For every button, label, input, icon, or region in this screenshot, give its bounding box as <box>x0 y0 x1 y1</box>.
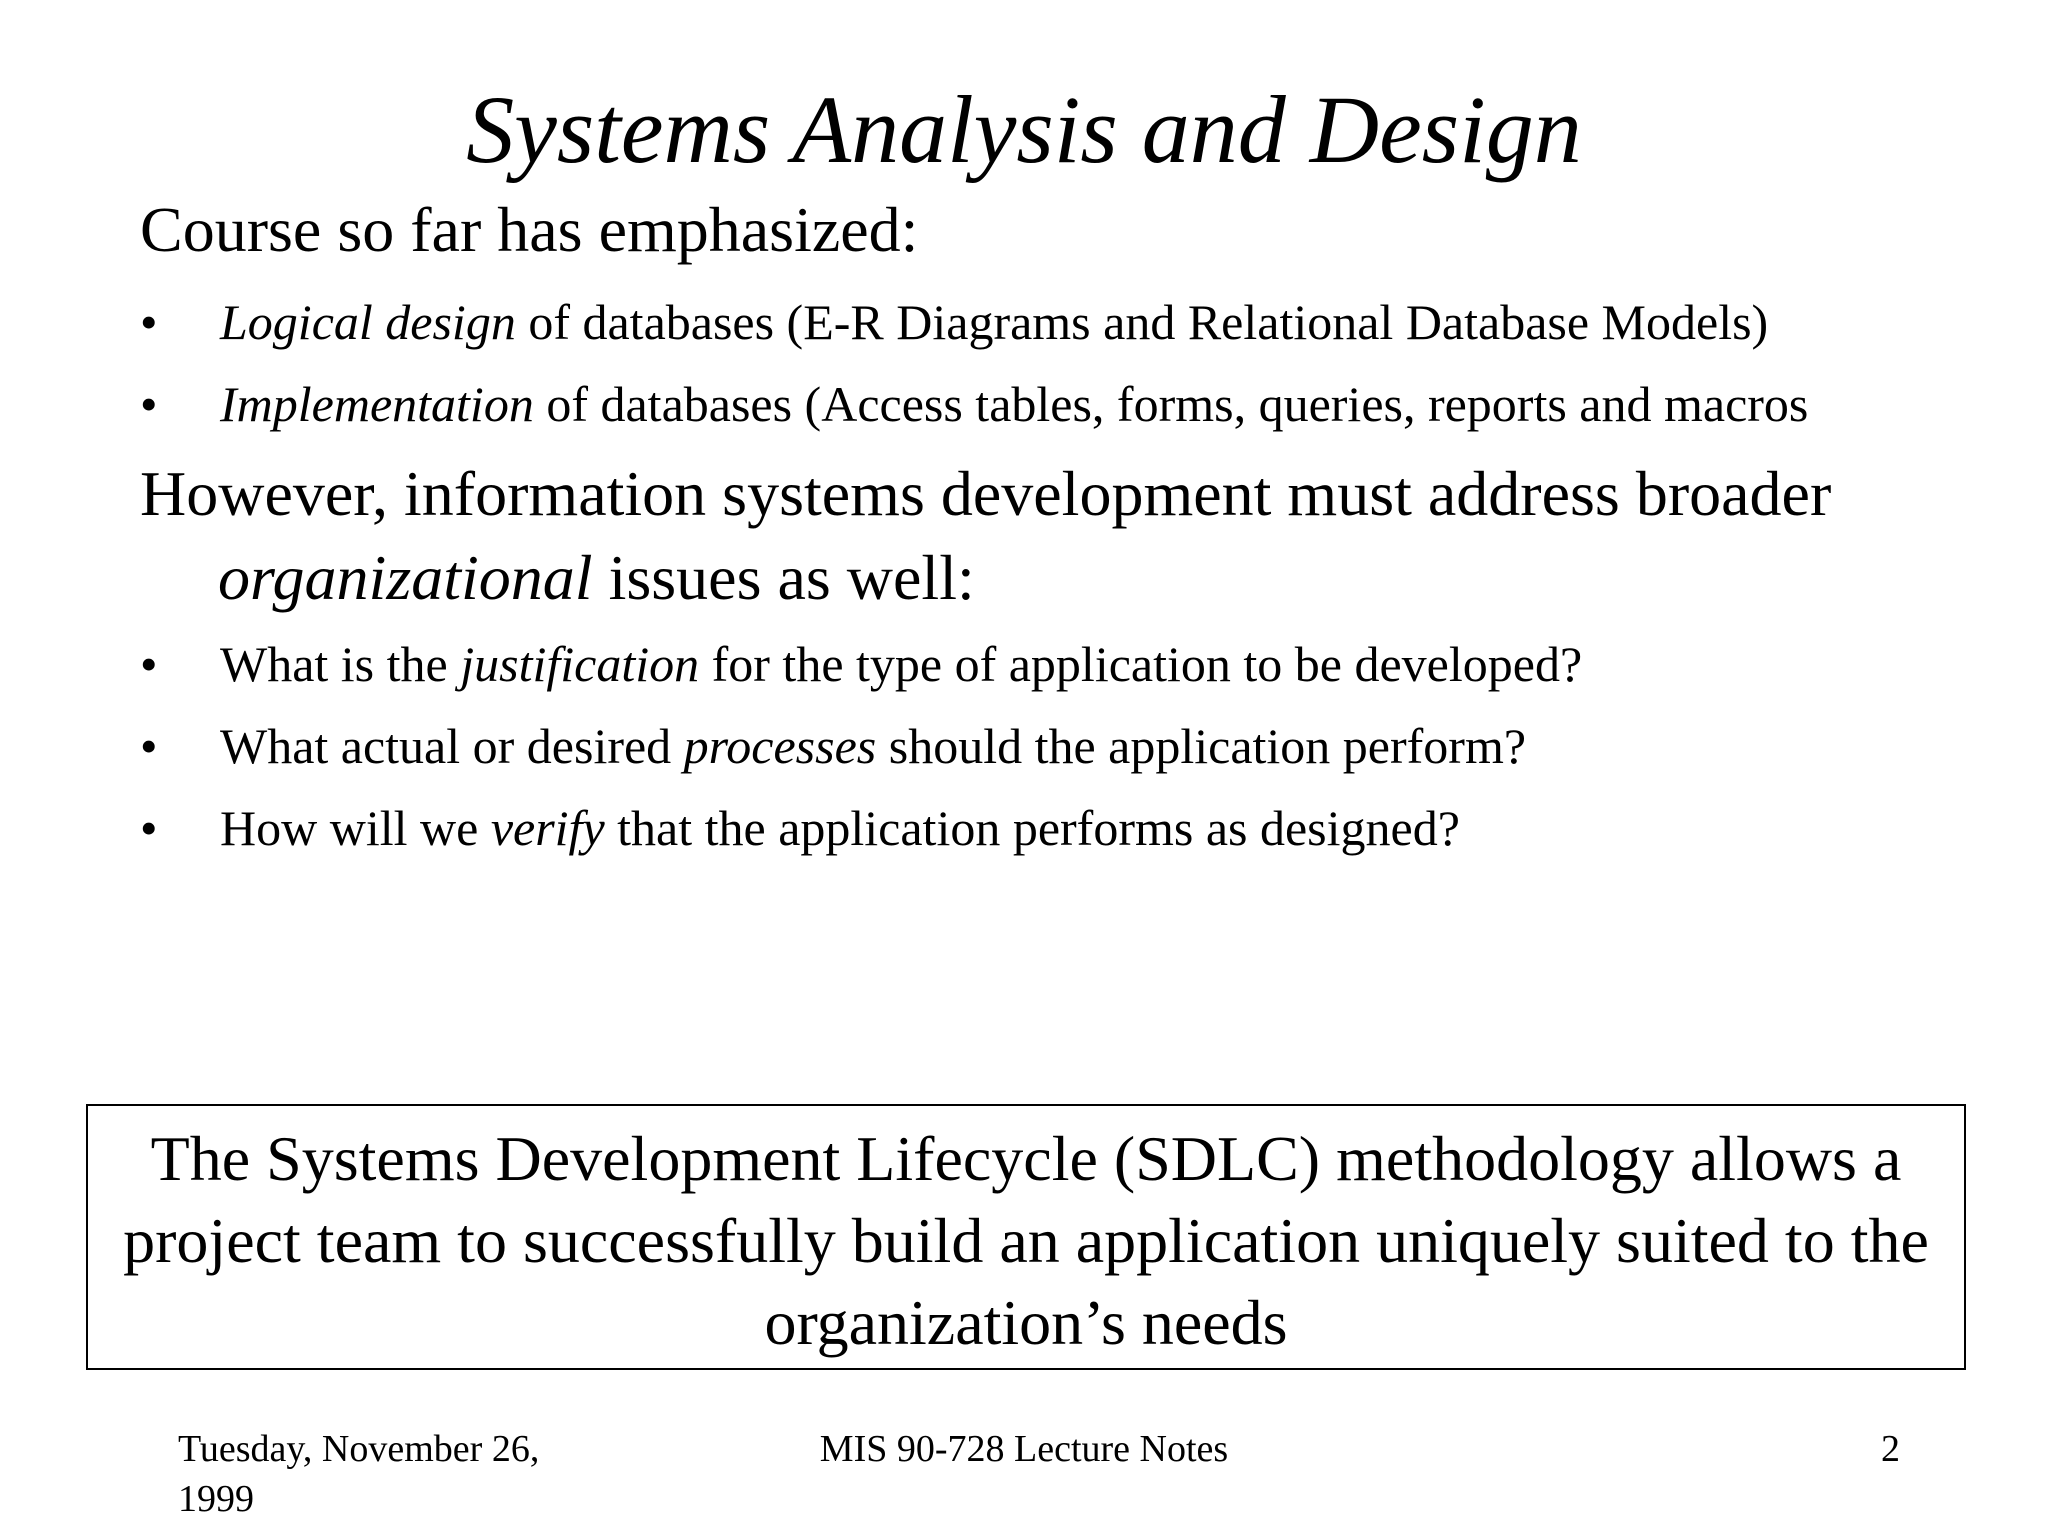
paragraph-lead: However, information systems development must address broader <box>140 458 1832 529</box>
bullet-text: What is the <box>220 636 461 692</box>
bullet-emphasis: justification <box>460 636 700 692</box>
intro-paragraph: Course so far has emphasized: <box>140 194 919 265</box>
bullet-icon: • <box>140 636 158 692</box>
bullet-text: of databases (E-R Diagrams and Relational Database Models) <box>515 294 1769 350</box>
bullet-emphasis: Implementation <box>220 376 534 432</box>
organizational-paragraph <box>140 452 2020 620</box>
slide-body <box>140 188 2020 862</box>
bullet-text: should the application perform? <box>876 718 1527 774</box>
bullet-text: What actual or desired <box>220 718 684 774</box>
sdlc-callout-box: The Systems Development Lifecycle (SDLC) methodology allows a project team to successfully build an application uniquely suited to the organization’s needs <box>86 1104 1966 1370</box>
bullet-emphasis: processes <box>683 718 877 774</box>
bullet-emphasis: Logical design <box>220 294 516 350</box>
paragraph-emphasis: organizational <box>218 542 593 613</box>
list-item <box>140 630 2020 698</box>
bullet-text: that the application performs as designed? <box>604 800 1460 856</box>
page-number: 2 <box>1881 1428 1900 1470</box>
list-item <box>140 794 2020 862</box>
paragraph-tail: issues as well: <box>592 542 975 613</box>
list-item <box>140 370 2020 438</box>
questions-list <box>140 630 2020 862</box>
list-item <box>140 288 2020 356</box>
footer-course: MIS 90-728 Lecture Notes <box>819 1428 1229 1470</box>
bullet-text: How will we <box>220 800 491 856</box>
emphasis-list <box>140 288 2020 438</box>
list-item <box>140 712 2020 780</box>
bullet-icon: • <box>140 376 158 432</box>
bullet-icon: • <box>140 800 158 856</box>
bullet-text: of databases (Access tables, forms, queries, reports and macros <box>533 376 1809 432</box>
bullet-icon: • <box>140 718 158 774</box>
footer-date: Tuesday, November 26, 1999 <box>178 1428 540 1520</box>
bullet-icon: • <box>140 294 158 350</box>
bullet-text: for the type of application to be developed? <box>699 636 1583 692</box>
slide-title: Systems Analysis and Design <box>466 76 1582 183</box>
bullet-emphasis: verify <box>490 800 605 856</box>
